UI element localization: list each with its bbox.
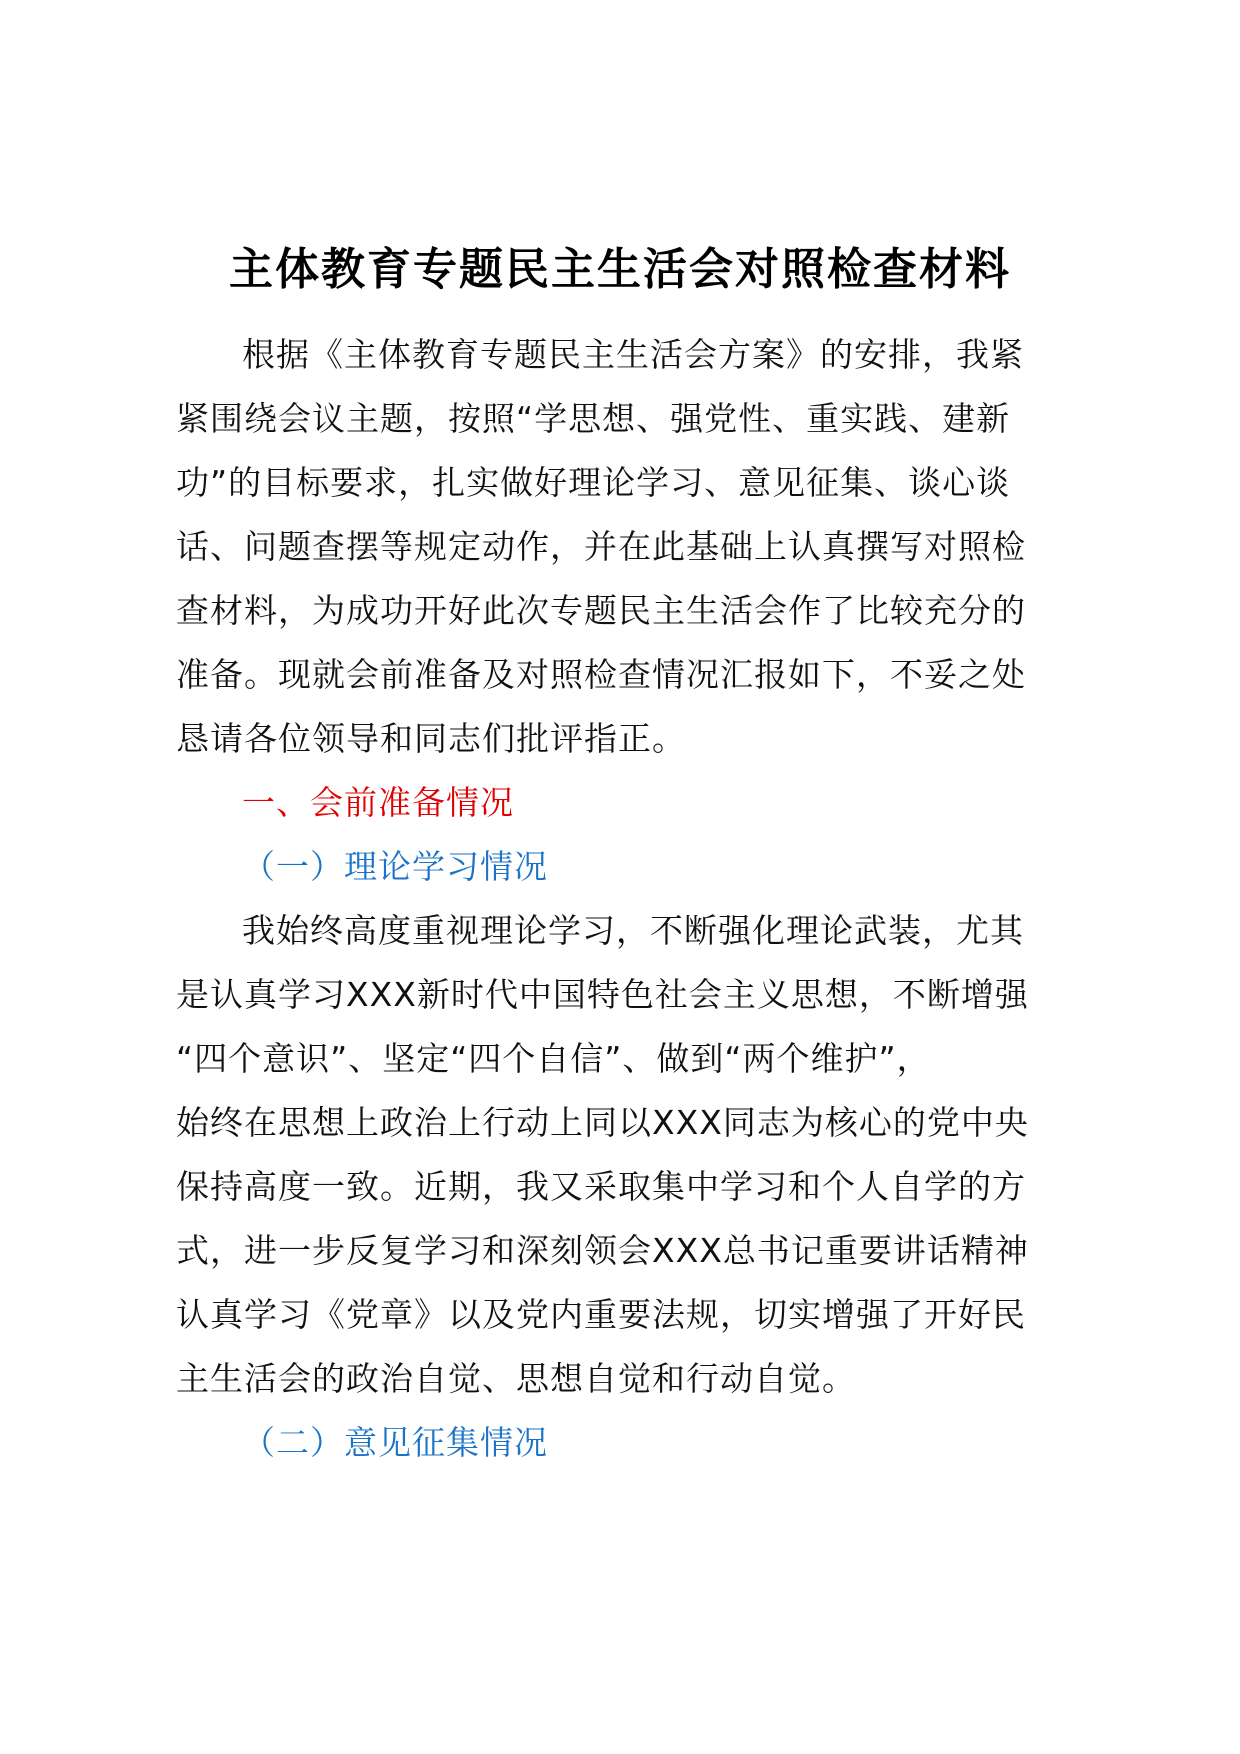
intro-line: 准备。现就会前准备及对照检查情况汇报如下，不妥之处 bbox=[176, 655, 1026, 694]
subsection-heading: （二）意见征集情况 bbox=[242, 1423, 548, 1462]
intro-line: 查材料，为成功开好此次专题民主生活会作了比较充分的 bbox=[176, 591, 1026, 630]
paragraph-line: 认真学习《党章》以及党内重要法规，切实增强了开好民 bbox=[176, 1295, 1026, 1334]
paragraph-line: 主生活会的政治自觉、思想自觉和行动自觉。 bbox=[176, 1359, 856, 1398]
paragraph-line: 是认真学习XXX新时代中国特色社会主义思想，不断增强 bbox=[176, 975, 1029, 1014]
section-heading: 一、会前准备情况 bbox=[242, 783, 514, 822]
subsection-heading: （一）理论学习情况 bbox=[242, 847, 548, 886]
intro-line: 紧围绕会议主题，按照“学思想、强党性、重实践、建新 bbox=[176, 399, 1011, 438]
document-title: 主体教育专题民主生活会对照检查材料 bbox=[229, 244, 1011, 295]
intro-line: 话、问题查摆等规定动作，并在此基础上认真撰写对照检 bbox=[176, 527, 1026, 566]
paragraph-line: 始终在思想上政治上行动上同以XXX同志为核心的党中央 bbox=[176, 1103, 1029, 1142]
intro-line: 恳请各位领导和同志们批评指正。 bbox=[176, 719, 686, 758]
paragraph-line: 保持高度一致。近期，我又采取集中学习和个人自学的方 bbox=[176, 1167, 1026, 1206]
document-body bbox=[176, 323, 1076, 1475]
paragraph-line: 我始终高度重视理论学习，不断强化理论武装，尤其 bbox=[242, 911, 1024, 950]
paragraph-line: “四个意识”、坚定“四个自信”、做到“两个维护”， bbox=[176, 1039, 931, 1078]
paragraph-line: 式，进一步反复学习和深刻领会XXX总书记重要讲话精神 bbox=[176, 1231, 1029, 1270]
intro-line: 功”的目标要求，扎实做好理论学习、意见征集、谈心谈 bbox=[176, 463, 1011, 502]
intro-line: 根据《主体教育专题民主生活会方案》的安排，我紧 bbox=[242, 335, 1024, 374]
